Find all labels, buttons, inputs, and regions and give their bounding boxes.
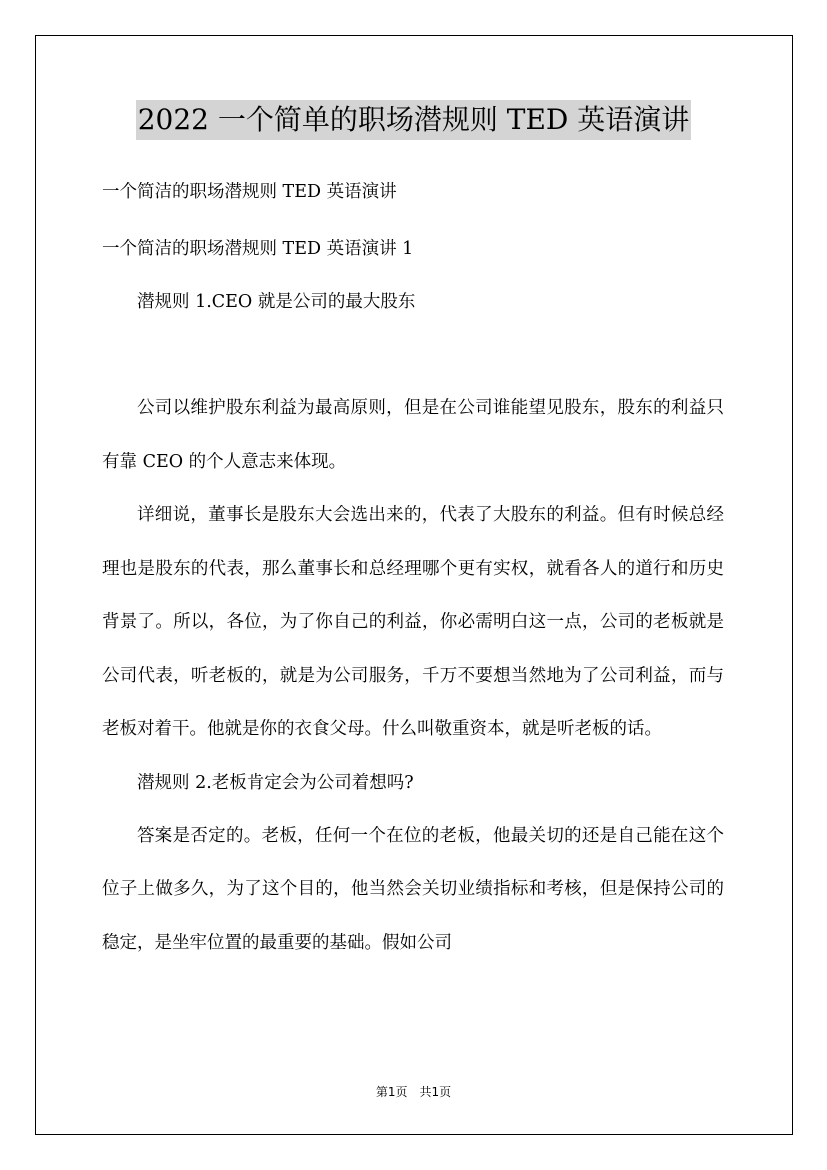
- paragraph-3: 答案是否定的。老板，任何一个在位的老板，他最关切的还是自己能在这个位子上做多久，为了这个目的，他当然会关切业绩指标和考核，但是保持公司的稳定，是坐牢位置的最重要的基础。假如公司: [102, 825, 724, 953]
- blank-gap: [102, 336, 724, 382]
- title-container: [0, 100, 827, 140]
- page-number-footer: 第1页 共1页: [375, 1085, 452, 1099]
- paragraph-2: 详细说，董事长是股东大会选出来的，代表了大股东的利益。但有时候总经理也是股东的代表，那么董事长和总经理哪个更有实权，就看各人的道行和历史背景了。所以，各位，为了你自己的利益，你必需明白这一点，公司的老板就是公司代表，听老板的，就是为公司服务，千万不要想当然地为了公司利益，而与老板对着干。他就是你的衣食父母。什么叫敬重资本，就是听老板的话。: [102, 505, 724, 739]
- rule-1-heading: 潜规则 1.CEO 就是公司的最大股东: [137, 292, 416, 312]
- subtitle-line-2: 一个简洁的职场潜规则 TED 英语演讲 1: [102, 239, 414, 259]
- rule-2-heading: 潜规则 2.老板肯定会为公司着想吗?: [137, 772, 414, 793]
- document-title: 2022 一个简单的职场潜规则 TED 英语演讲: [136, 100, 692, 140]
- document-body: [102, 173, 724, 970]
- subtitle-line-1: 一个简洁的职场潜规则 TED 英语演讲: [102, 182, 397, 202]
- paragraph-1: 公司以维护股东利益为最高原则，但是在公司谁能望见股东，股东的利益只有靠 CEO 的个人意志来体现。: [102, 398, 724, 472]
